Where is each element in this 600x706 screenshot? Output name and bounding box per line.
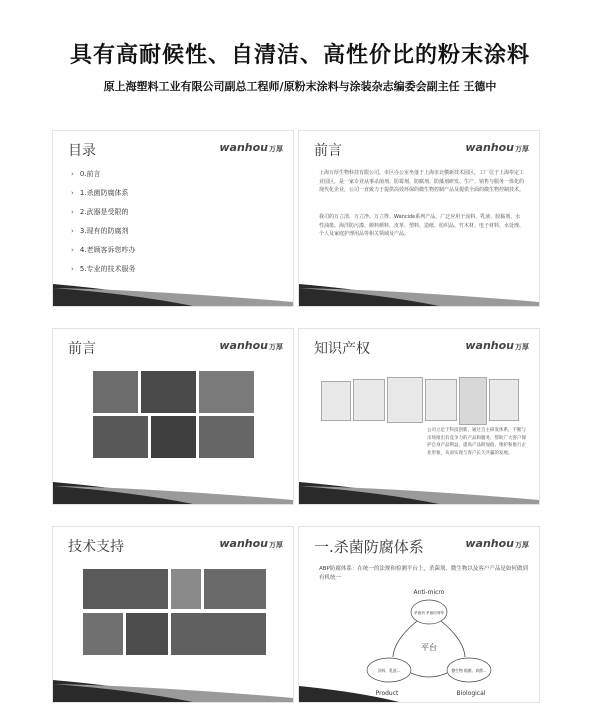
swoosh-graphic — [53, 266, 293, 306]
office-photo — [93, 371, 138, 413]
product-label: Product — [375, 690, 399, 697]
anti-micro-label: Anti-micro — [413, 589, 445, 596]
office-photo — [151, 416, 196, 458]
lab-photo — [83, 613, 123, 655]
ip-paragraph: 公司立足于科技创新，通过自主研发体系，不断与市场推出有竞争力的产品和服务，帮助广大客户保护自身产品利益，提高产品附加值，维护和推行企业形象，从而实现与客户长久共赢的发展。 — [427, 428, 526, 456]
slide-title: 技术支持 — [68, 539, 124, 555]
platform-label: 平台 — [421, 643, 437, 652]
swoosh-graphic — [299, 464, 539, 504]
office-photo — [199, 416, 254, 458]
top-node-label: 杀菌剂 杀菌用剂等 — [414, 611, 444, 615]
slide-title: 一.杀菌防腐体系 — [314, 538, 424, 556]
lab-photo — [83, 569, 168, 609]
toc-item: › 4.老顾客诉您咋办 — [71, 245, 136, 255]
brand-logo: wanhou万厚 — [219, 537, 283, 550]
slide-title: 前言 — [68, 341, 96, 357]
toc-item: › 5.专业的技术服务 — [71, 264, 136, 274]
brand-logo: wanhou万厚 — [219, 339, 283, 352]
swoosh-graphic — [299, 672, 539, 702]
lab-photo — [171, 613, 266, 655]
page-subtitle: 原上海塑料工业有限公司副总工程师/原粉末涂料与涂装杂志编委会副主任 王德中 — [103, 80, 497, 93]
toc-item: › 3.现有的防腐剂 — [71, 226, 136, 236]
slide-title: 前言 — [314, 143, 342, 159]
brand-logo: wanhou万厚 — [465, 141, 529, 154]
certificate-image — [459, 377, 487, 425]
certificate-image — [353, 379, 385, 421]
certificate-image — [425, 379, 457, 421]
slide-toc — [52, 130, 294, 307]
certificate-image — [321, 381, 351, 421]
biological-label: Biological — [456, 690, 486, 697]
office-photo — [93, 416, 148, 458]
slide-preface-photos — [52, 328, 294, 505]
office-photo — [141, 371, 196, 413]
toc-item: › 1.杀菌防腐体系 — [71, 188, 136, 198]
slide-title: 知识产权 — [314, 341, 370, 357]
certificate-image — [387, 377, 423, 423]
right-node-label: 微生物 细菌、真菌... — [451, 668, 487, 673]
preface-paragraph: 我司的万立清、万立净、万立得、Wancide系列产品，广泛应用于涂料、乳液、胶黏剂、水性油墨、海洋防污漆、颜料颜料、皮革、塑料、造纸、纺织品、竹木材、电子材料、水处理、个人及家庭护理用品等相关领域及产品。 — [319, 214, 525, 237]
certificate-image — [489, 379, 519, 421]
slide-tech-support — [52, 526, 294, 703]
brand-logo: wanhou万厚 — [219, 141, 283, 154]
page-title: 具有高耐候性、自清洁、高性价比的粉末涂料 — [69, 43, 530, 68]
lab-photo — [171, 569, 201, 609]
swoosh-graphic — [53, 662, 293, 702]
swoosh-graphic — [53, 464, 293, 504]
preface-paragraph: 上海万厚生物科技有限公司，市区办公室坐落于上海市北横新技术园区，工厂位于上海奉定工业园区，是一家专业从事杀菌剂、防霉剂、防腐剂、防藻剂研发、生产、销售与服务一体化的现代化企业，公司一直致力于提供高效环保的微生物控制产品及提供全面的微生物控制技术。 — [319, 170, 525, 193]
brand-logo: wanhou万厚 — [465, 339, 529, 352]
office-photo — [199, 371, 254, 413]
slide-ip — [298, 328, 540, 505]
slide-system — [298, 526, 540, 703]
system-bullet: ABP防腐体系：在统一的法规和检测平台上，杀菌剂、微生物以及客户产品是如何做到有机统一 — [319, 566, 528, 581]
brand-logo: wanhou万厚 — [465, 537, 529, 550]
left-node-label: 涂料、乳液... — [377, 668, 401, 673]
slide-title: 目录 — [68, 143, 96, 159]
slide-preface — [298, 130, 540, 307]
lab-photo — [204, 569, 266, 609]
toc-item: › 2.武器是受限的 — [71, 207, 136, 217]
lab-photo — [126, 613, 168, 655]
toc-item: › 0.前言 — [71, 169, 136, 179]
swoosh-graphic — [299, 266, 539, 306]
